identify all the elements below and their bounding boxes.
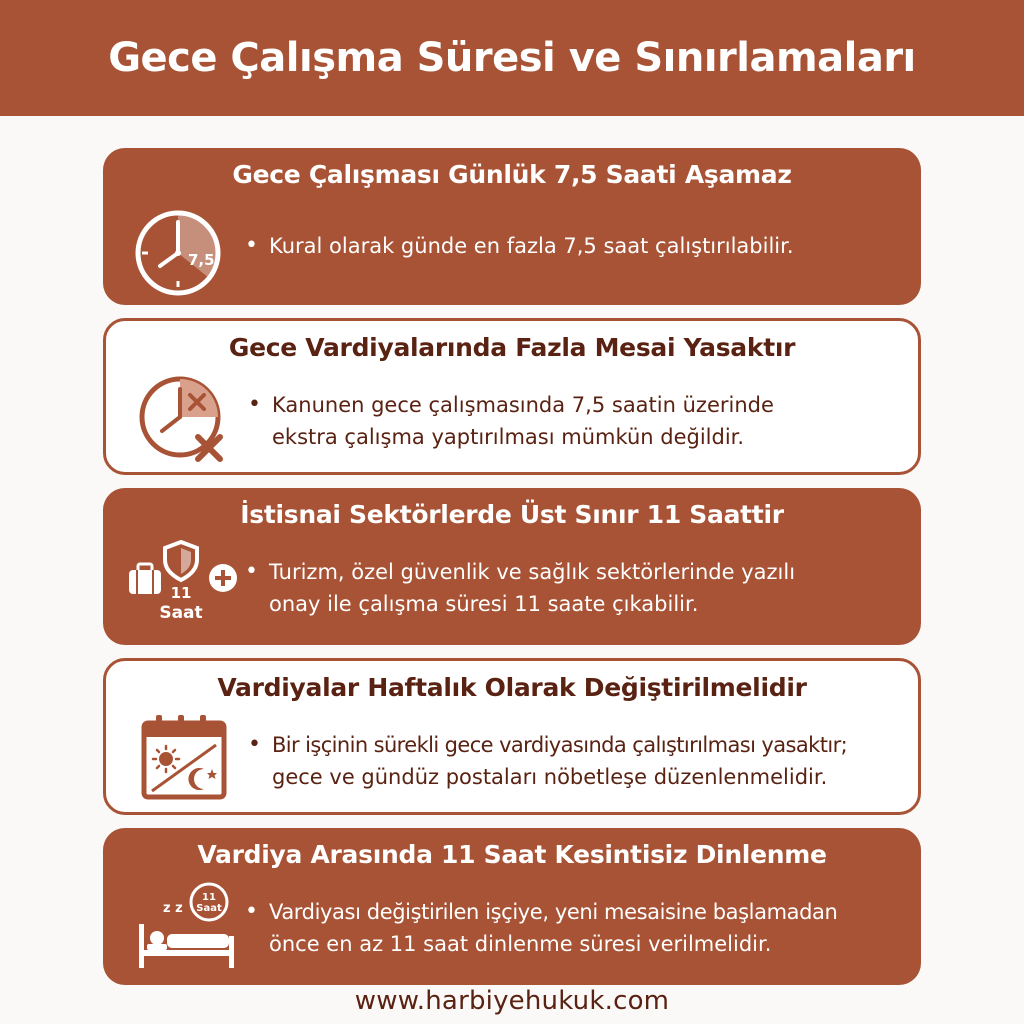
card-text-line: Bir işçinin sürekli gece vardiyasında çalıştırılması yasaktır; <box>272 733 848 757</box>
clock-icon <box>131 206 225 304</box>
website-link[interactable]: www.harbiyehukuk.com <box>354 986 670 1016</box>
clock-label: 7,5 <box>188 251 215 269</box>
hours-unit: Saat <box>159 603 203 623</box>
calendar-sun-moon-icon <box>140 713 230 807</box>
card-text-line: Turizm, özel güvenlik ve sağlık sektörlerinde yazılı <box>269 560 796 584</box>
rest-hours-number: 11 <box>202 892 216 903</box>
card-rest-period <box>103 828 921 985</box>
card-title: Gece Çalışması Günlük 7,5 Saati Aşamaz <box>232 160 792 189</box>
card-weekly-rotation <box>103 658 921 815</box>
hours-number: 11 <box>170 584 192 602</box>
card-title: Vardiya Arasında 11 Saat Kesintisiz Dinlenme <box>197 840 827 869</box>
sleeping-bed-icon <box>133 880 243 976</box>
bullet-dot: • <box>248 732 261 757</box>
card-text-line: onay ile çalışma süresi 11 saate çıkabilir. <box>269 592 699 616</box>
card-text <box>248 729 906 793</box>
card-text <box>248 389 906 453</box>
card-no-overtime <box>103 318 921 475</box>
page-title: Gece Çalışma Süresi ve Sınırlamaları <box>108 35 916 81</box>
card-text <box>245 896 909 960</box>
suitcase-shield-plus-icon <box>125 540 241 630</box>
card-text-line: ekstra çalışma yaptırılması mümkün değildir. <box>272 425 745 449</box>
bullet-dot: • <box>248 392 261 417</box>
sleep-z-text: z z <box>163 901 183 916</box>
bullet-dot: • <box>245 559 258 584</box>
card-text-line: Kural olarak günde en fazla 7,5 saat çalıştırılabilir. <box>269 234 794 258</box>
card-text <box>245 230 909 262</box>
card-text <box>245 556 909 620</box>
header-banner <box>0 0 1024 116</box>
clock-cross-icon <box>136 373 232 473</box>
card-text-line: gece ve gündüz postaları nöbetleşe düzenlenmelidir. <box>272 765 828 789</box>
card-title: Vardiyalar Haftalık Olarak Değiştirilmelidir <box>217 673 807 702</box>
card-text-line: Vardiyası değiştirilen işçiye, yeni mesaisine başlamadan <box>269 900 838 924</box>
bullet-dot: • <box>245 233 258 258</box>
card-exception-sectors <box>103 488 921 645</box>
bullet-dot: • <box>245 899 258 924</box>
card-text-line: Kanunen gece çalışmasında 7,5 saatin üzerinde <box>272 393 774 417</box>
card-title: Gece Vardiyalarında Fazla Mesai Yasaktır <box>228 333 796 362</box>
card-text-line: önce en az 11 saat dinlenme süresi verilmelidir. <box>269 932 772 956</box>
card-title: İstisnai Sektörlerde Üst Sınır 11 Saattir <box>240 500 784 529</box>
card-daily-limit <box>103 148 921 305</box>
rest-hours-unit: Saat <box>196 903 222 914</box>
